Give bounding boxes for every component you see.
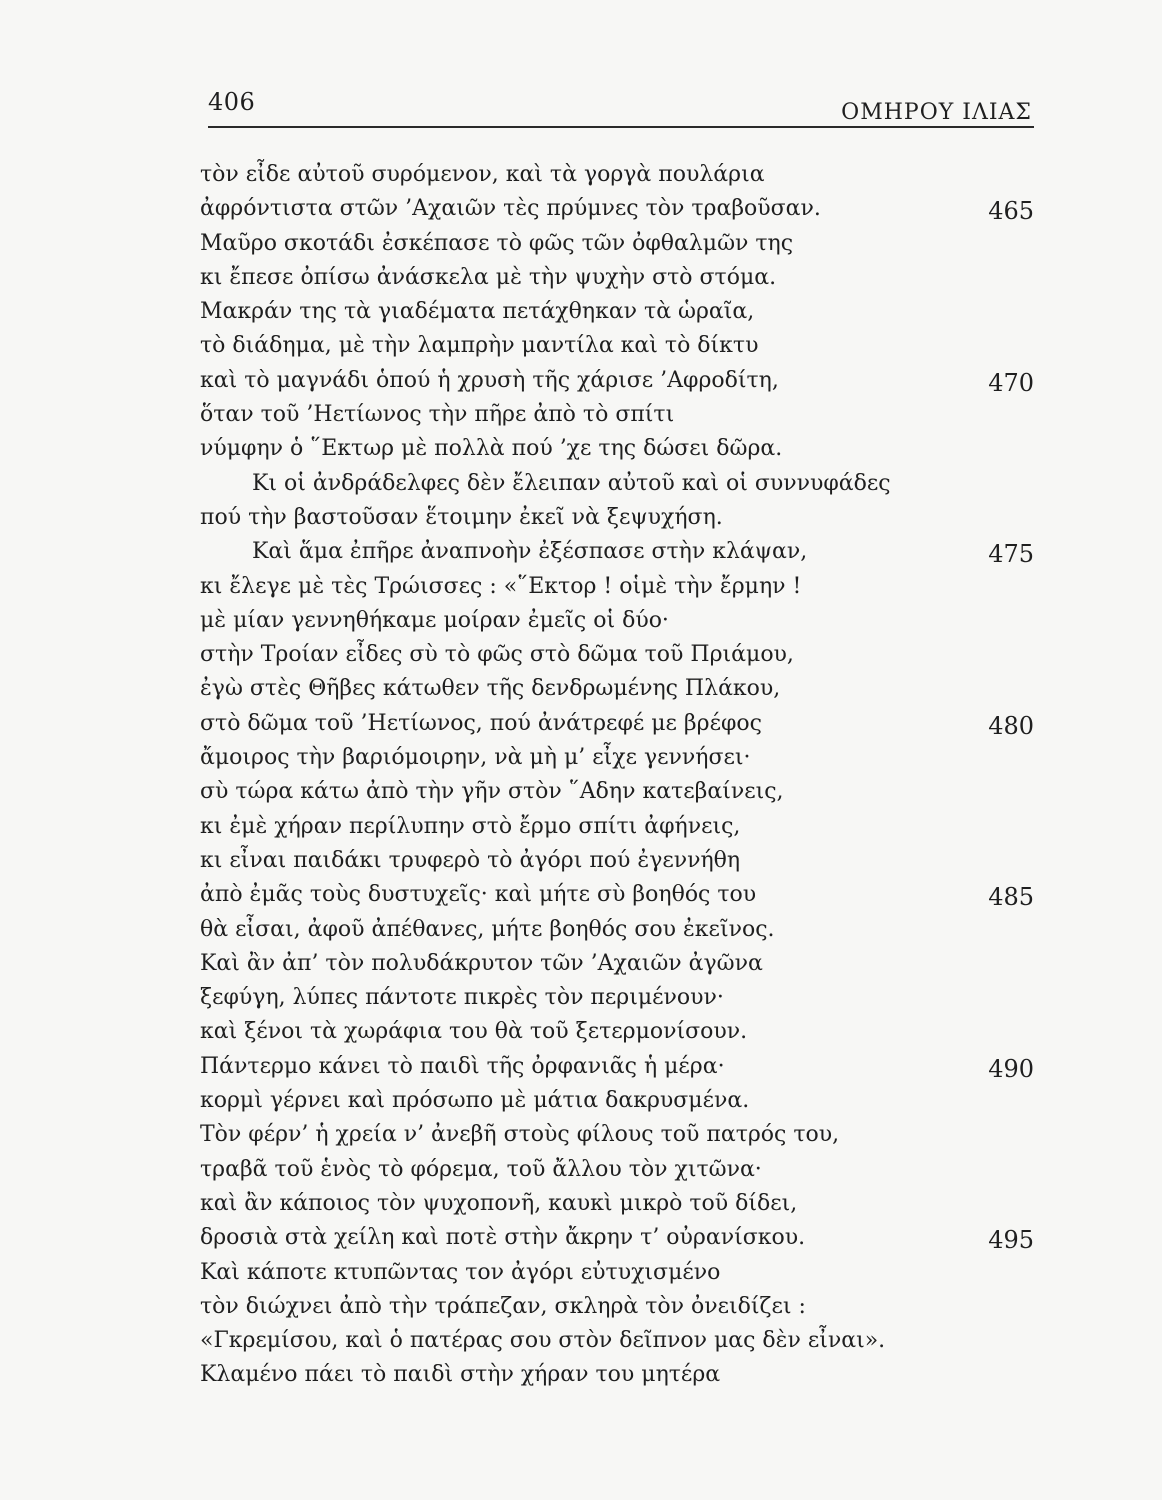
line-number: 495 [988,1226,1034,1255]
verse-line-text: θὰ εἶσαι, ἀφοῦ ἀπέθανες, μήτε βοηθός σου ἐκεῖνος. [200,916,775,942]
verse-line-text: κορμὶ γέρνει καὶ πρόσωπο μὲ μάτια δακρυσμένα. [200,1088,750,1114]
verse-line-text: κι ἐμὲ χήραν περίλυπην στὸ ἔρμο σπίτι ἀφήνεις, [200,813,741,839]
line-number: 470 [988,368,1034,397]
verse-line-text: Κλαμένο πάει τὸ παιδὶ στὴν χήραν του μητέρα [200,1362,721,1388]
verse-line-text: Τὸν φέρν’ ἡ χρεία ν’ ἀνεβῆ στοὺς φίλους τοῦ πατρός του, [200,1122,840,1148]
verse-line [200,775,1040,809]
verse-line [200,947,1040,981]
verse-line-text: Καὶ κάποτε κτυπῶντας τον ἀγόρι εὐτυχισμένο [200,1259,721,1285]
verse-line-text: ξεφύγη, λύπες πάντοτε πικρὲς τὸν περιμένουν· [200,985,724,1011]
verse-line [200,467,1040,501]
verse-line-text: πού τὴν βαστοῦσαν ἕτοιμην ἐκεῖ νὰ ξεψυχήση. [200,504,723,530]
verse-line [200,1290,1040,1324]
verse-line-text: κι ἔλεγε μὲ τὲς Τρώισσες : «῞Εκτορ ! οἱμὲ τὴν ἔρμην ! [200,573,802,599]
verse-line [200,1153,1040,1187]
verse-line-text: τὸν εἶδε αὐτοῦ συρόμενον, καὶ τὰ γοργὰ πουλάρια [200,162,765,187]
verse-line [200,1050,1040,1084]
verse-line [200,158,1040,192]
verse-line [200,1118,1040,1152]
verse-line-text: ἀφρόντιστα στῶν ’Αχαιῶν τὲς πρύμνες τὸν τραβοῦσαν. [200,196,821,222]
verse-line-text: τραβᾶ τοῦ ἑνὸς τὸ φόρεμα, τοῦ ἄλλου τὸν χιτῶνα· [200,1156,762,1182]
verse-line-text: «Γκρεμίσου, καὶ ὁ πατέρας σου στὸν δεῖπνον μας δὲν εἶναι». [200,1328,886,1354]
verse-line-text: τὸν διώχνει ἀπὸ τὴν τράπεζαν, σκληρὰ τὸν ὀνειδίζει : [200,1293,806,1319]
verse-line [200,295,1040,329]
verse-line-text: ὅταν τοῦ ’Ηετίωνος τὴν πῆρε ἀπὸ τὸ σπίτι [200,402,675,428]
verse-line-text: κι εἶναι παιδάκι τρυφερὸ τὸ ἀγόρι πού ἐγεννήθη [200,847,741,873]
verse-line-text: μὲ μίαν γεννηθήκαμε μοίραν ἐμεῖς οἱ δύο· [200,607,669,633]
header-rule [208,126,1034,128]
verse-line [200,192,1040,226]
verse-line-text: Κι οἱ ἀνδράδελφες δὲν ἔλειπαν αὐτοῦ καὶ οἱ συννυφάδες [252,470,891,496]
verse-line [200,501,1040,535]
verse-line-text: καὶ τὸ μαγνάδι ὁπού ἡ χρυσὴ τῆς χάρισε ’Αφροδίτη, [200,367,779,393]
verse-line [200,1084,1040,1118]
verse-line [200,981,1040,1015]
verse-line [200,1015,1040,1049]
page-number: 406 [208,88,256,116]
verse-text [200,158,1040,1393]
verse-line [200,1256,1040,1290]
line-number: 475 [988,540,1034,569]
verse-line-text: ἄμοιρος τὴν βαριόμοιρην, νὰ μὴ μ’ εἶχε γεννήσει· [200,745,751,771]
verse-line [200,741,1040,775]
verse-line-text: σὺ τώρα κάτω ἀπὸ τὴν γῆν στὸν ῞Αδην κατεβαίνεις, [200,779,784,805]
verse-line-text: Μαῦρο σκοτάδι ἐσκέπασε τὸ φῶς τῶν ὀφθαλμῶν της [200,230,794,256]
line-number: 485 [988,883,1034,912]
verse-line [200,1324,1040,1358]
verse-line-text: ἐγὼ στὲς Θῆβες κάτωθεν τῆς δενδρωμένης Πλάκου, [200,676,781,702]
verse-line [200,672,1040,706]
verse-line [200,1221,1040,1255]
verse-line-text: τὸ διάδημα, μὲ τὴν λαμπρὴν μαντίλα καὶ τὸ δίκτυ [200,333,759,359]
verse-line-text: καὶ ξένοι τὰ χωράφια του θὰ τοῦ ξετερμονίσουν. [200,1019,748,1045]
verse-line-text: Πάντερμο κάνει τὸ παιδὶ τῆς ὀρφανιᾶς ἡ μέρα· [200,1053,725,1079]
verse-line [200,844,1040,878]
verse-line [200,261,1040,295]
verse-line-text: δροσιὰ στὰ χείλη καὶ ποτὲ στὴν ἄκρην τ’ οὐρανίσκου. [200,1225,806,1251]
running-head: ΟΜΗΡΟΥ ΙΛΙΑΣ [841,100,1032,125]
verse-line [200,227,1040,261]
verse-line [200,398,1040,432]
verse-line [200,364,1040,398]
verse-line-text: νύμφην ὁ ῞Εκτωρ μὲ πολλὰ πού ’χε της δώσει δῶρα. [200,436,783,462]
verse-line-text: Καὶ ἂν ἀπ’ τὸν πολυδάκρυτον τῶν ’Αχαιῶν ἀγῶνα [200,950,763,976]
verse-line-text: στὸ δῶμα τοῦ ’Ηετίωνος, πού ἀνάτρεφέ με βρέφος [200,710,762,736]
verse-line [200,570,1040,604]
verse-line [200,535,1040,569]
verse-line [200,329,1040,363]
verse-line [200,432,1040,466]
verse-line [200,913,1040,947]
verse-line-text: καὶ ἂν κάποιος τὸν ψυχοπονῆ, καυκὶ μικρὸ τοῦ δίδει, [200,1190,798,1216]
verse-line-text: κι ἔπεσε ὀπίσω ἀνάσκελα μὲ τὴν ψυχὴν στὸ στόμα. [200,264,777,290]
verse-line [200,878,1040,912]
verse-line [200,1358,1040,1392]
verse-line-text: Καὶ ἅμα ἐπῆρε ἀναπνοὴν ἐξέσπασε στὴν κλάψαν, [252,539,808,565]
verse-line [200,604,1040,638]
verse-line [200,707,1040,741]
line-number: 480 [988,711,1034,740]
line-number: 490 [988,1054,1034,1083]
verse-line-text: στὴν Τροίαν εἶδες σὺ τὸ φῶς στὸ δῶμα τοῦ Πριάμου, [200,642,794,668]
line-number: 465 [988,197,1034,226]
verse-line [200,810,1040,844]
verse-line [200,1187,1040,1221]
verse-line-text: ἀπὸ ἐμᾶς τοὺς δυστυχεῖς· καὶ μήτε σὺ βοηθός του [200,882,757,908]
verse-line [200,638,1040,672]
verse-line-text: Μακράν της τὰ γιαδέματα πετάχθηκαν τὰ ὡραῖα, [200,299,755,325]
